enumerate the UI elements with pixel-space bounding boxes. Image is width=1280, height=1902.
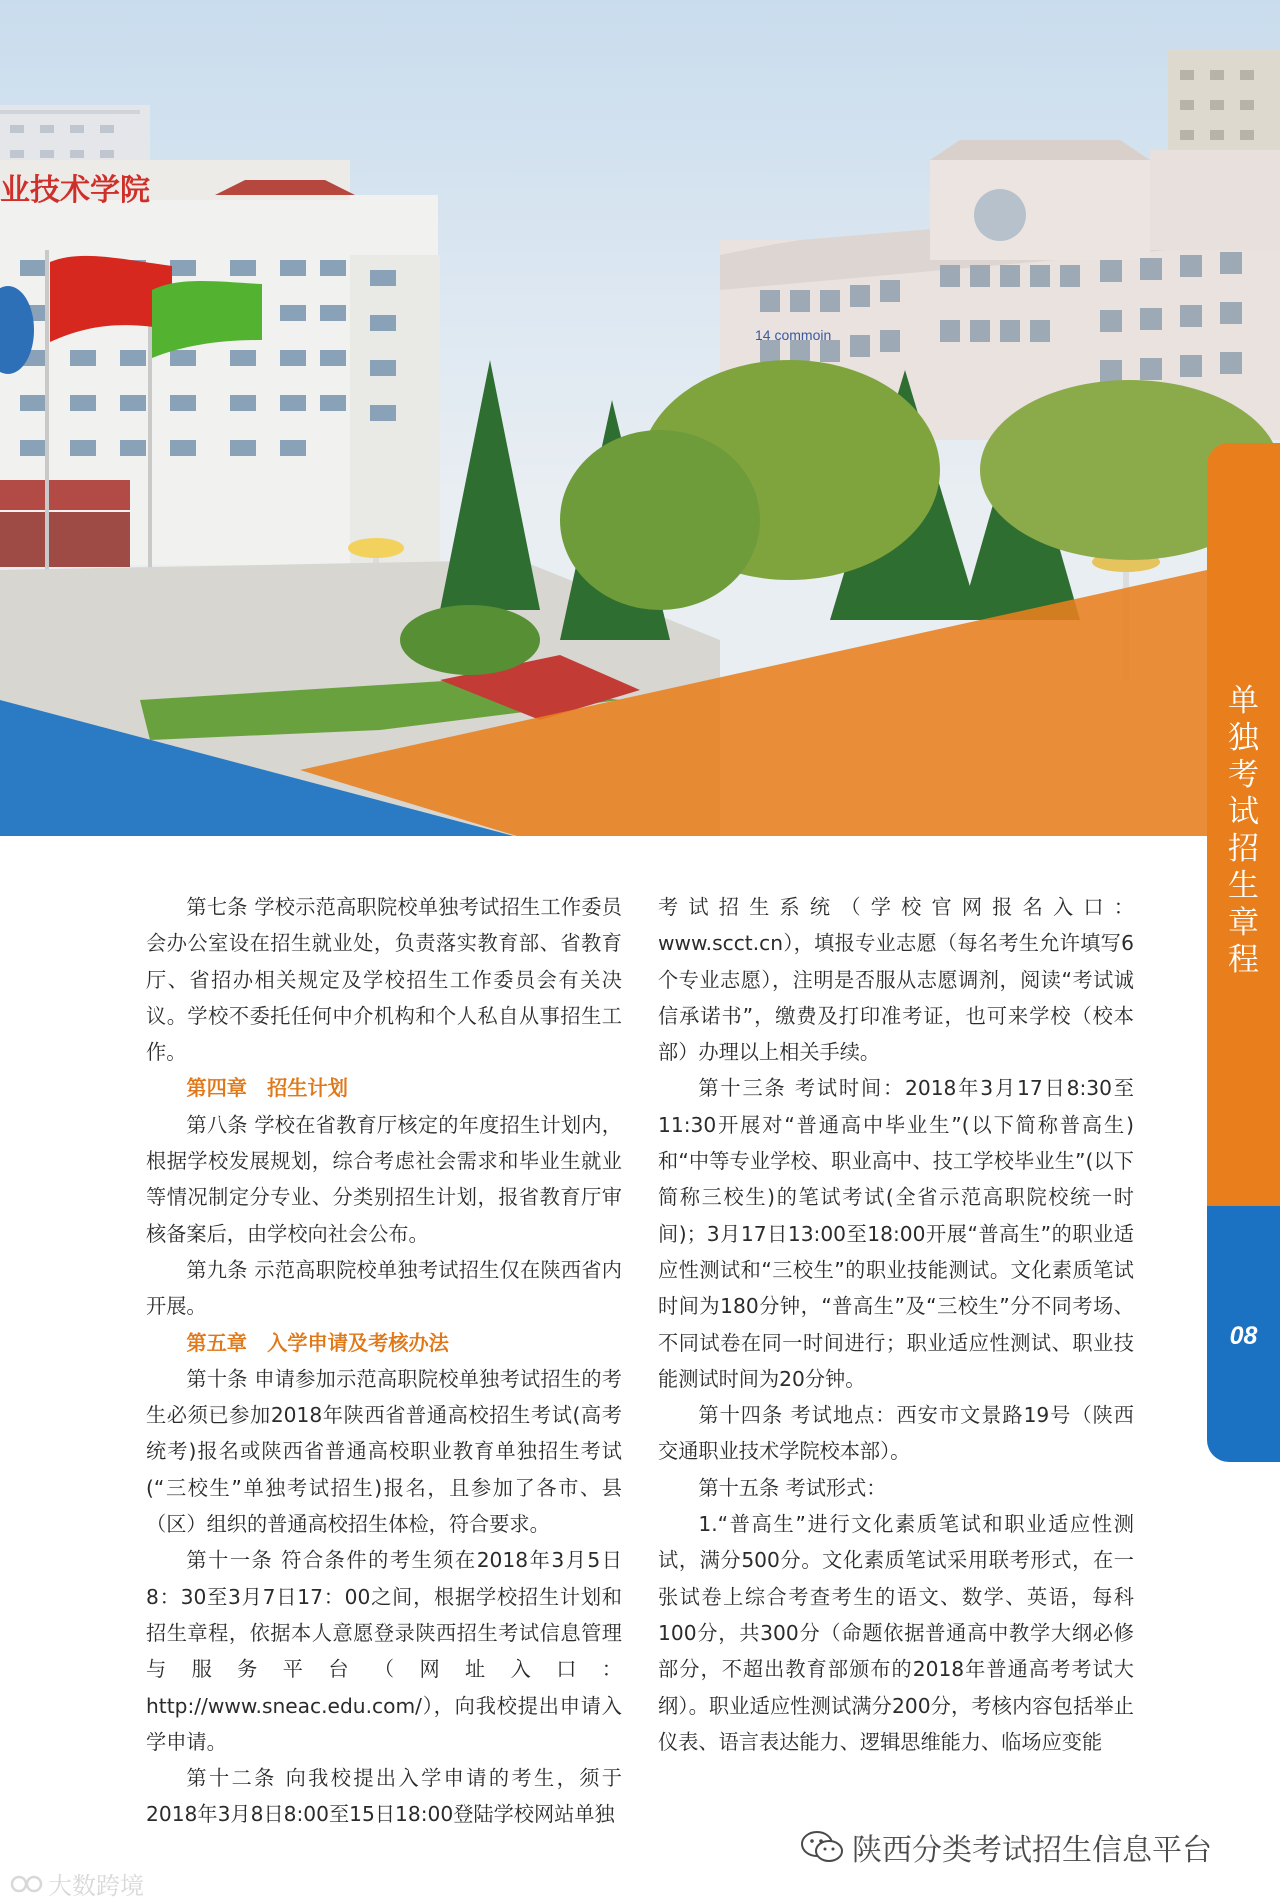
side-title-char: 程 — [1228, 942, 1259, 978]
side-title-char: 招 — [1228, 831, 1259, 867]
side-title-char: 章 — [1228, 905, 1259, 941]
wechat-icon — [800, 1830, 844, 1864]
page-number: 08 — [1229, 1322, 1258, 1350]
footer-brand — [800, 1825, 1212, 1869]
article-12: 第十二条 向我校提出入学申请的考生，须于2018年3月8日8:00至15日18:00登陆学校网站单独 — [146, 1766, 622, 1827]
side-title-char: 独 — [1228, 720, 1259, 756]
side-tab-title — [1207, 683, 1280, 979]
college-sign: 业技术学院 — [0, 173, 150, 208]
building-sign: 14 commoin — [755, 327, 832, 343]
article-12-continued: 考试招生系统（学校官网报名入口：www.scct.cn），填报专业志愿（每名考生允许填写6个专业志愿），注明是否服从志愿调剂，阅读“考试诚信承诺书”，缴费及打印准考证，也可来学校（校本部）办理以上相关手续。 — [658, 895, 1134, 1065]
footer-brand-text: 陕西分类考试招生信息平台 — [852, 1833, 1212, 1868]
side-title-char: 生 — [1228, 868, 1259, 904]
article-8: 第八条 学校在省教育厅核定的年度招生计划内，根据学校发展规划，综合考虑社会需求和毕业生就业等情况制定分专业、分类别招生计划，报省教育厅审核备案后，由学校向社会公布。 — [146, 1112, 622, 1246]
watermark-text: 大数跨境 — [48, 1872, 144, 1900]
chapter-5-heading: 第五章 入学申请及考核办法 — [186, 1330, 449, 1355]
right-text-column — [658, 889, 1134, 1760]
article-13: 第十三条 考试时间：2018年3月17日8:30至11:30开展对“普通高中毕业生”(以下简称普高生)和“中等专业学校、职业高中、技工学校毕业生”(以下简称三校生)的笔试考试(全省示范高职院校统一时间)；3月17日13:00至18:00开展“普高生”的职业适应性测试和“三校生”的职业技能测试。文化素质笔试时间为180分钟，“普高生”及“三校生”分不同考场、不同试卷在同一时间进行；职业适应性测试、职业技能测试时间为20分钟。 — [658, 1076, 1134, 1391]
campus-photo — [0, 0, 1280, 843]
article-11: 第十一条 符合条件的考生须在2018年3月5日8：30至3月7日17：00之间，根据学校招生计划和招生章程，依据本人意愿登录陕西招生考试信息管理与服务平台（网址入口：http://www.sneac.edu.com/），向我校提出申请入学申请。 — [146, 1548, 622, 1754]
left-text-column — [146, 889, 622, 1833]
chapter-4-heading: 第四章 招生计划 — [186, 1076, 348, 1101]
watermark — [10, 1866, 144, 1901]
article-9: 第九条 示范高职院校单独考试招生仅在陕西省内开展。 — [146, 1257, 622, 1319]
campus-photo-illustration — [0, 0, 1280, 843]
article-15-item-1: 1.“普高生”进行文化素质笔试和职业适应性测试，满分500分。文化素质笔试采用联考形式，在一张试卷上综合考查考生的语文、数学、英语，每科100分，共300分（命题依据普通高中教学大纲必修部分，不超出教育部颁布的2018年普通高考考试大纲）。职业适应性测试满分200分，考核内容包括举止仪表、语言表达能力、逻辑思维能力、临场应变能 — [658, 1512, 1134, 1754]
side-title-char: 考 — [1228, 757, 1259, 793]
article-7: 第七条 学校示范高职院校单独考试招生工作委员会办公室设在招生就业处，负责落实教育部、省教育厅、省招办相关规定及学校招生工作委员会有关决议。学校不委托任何中介机构和个人私自从事招生工作。 — [146, 895, 622, 1065]
watermark-logo-icon — [10, 1871, 44, 1897]
article-14: 第十四条 考试地点：西安市文景路19号（陕西交通职业技术学院校本部）。 — [658, 1403, 1134, 1464]
side-title-char: 单 — [1228, 683, 1259, 719]
article-15: 第十五条 考试形式： — [698, 1475, 887, 1500]
side-title-char: 试 — [1228, 794, 1259, 830]
article-10: 第十条 申请参加示范高职院校单独考试招生的考生必须已参加2018年陕西省普通高校招生考试(高考统考)报名或陕西省普通高校职业教育单独招生考试(“三校生”单独考试招生)报名，且参加了各市、县（区）组织的普通高校招生体检，符合要求。 — [146, 1366, 622, 1537]
